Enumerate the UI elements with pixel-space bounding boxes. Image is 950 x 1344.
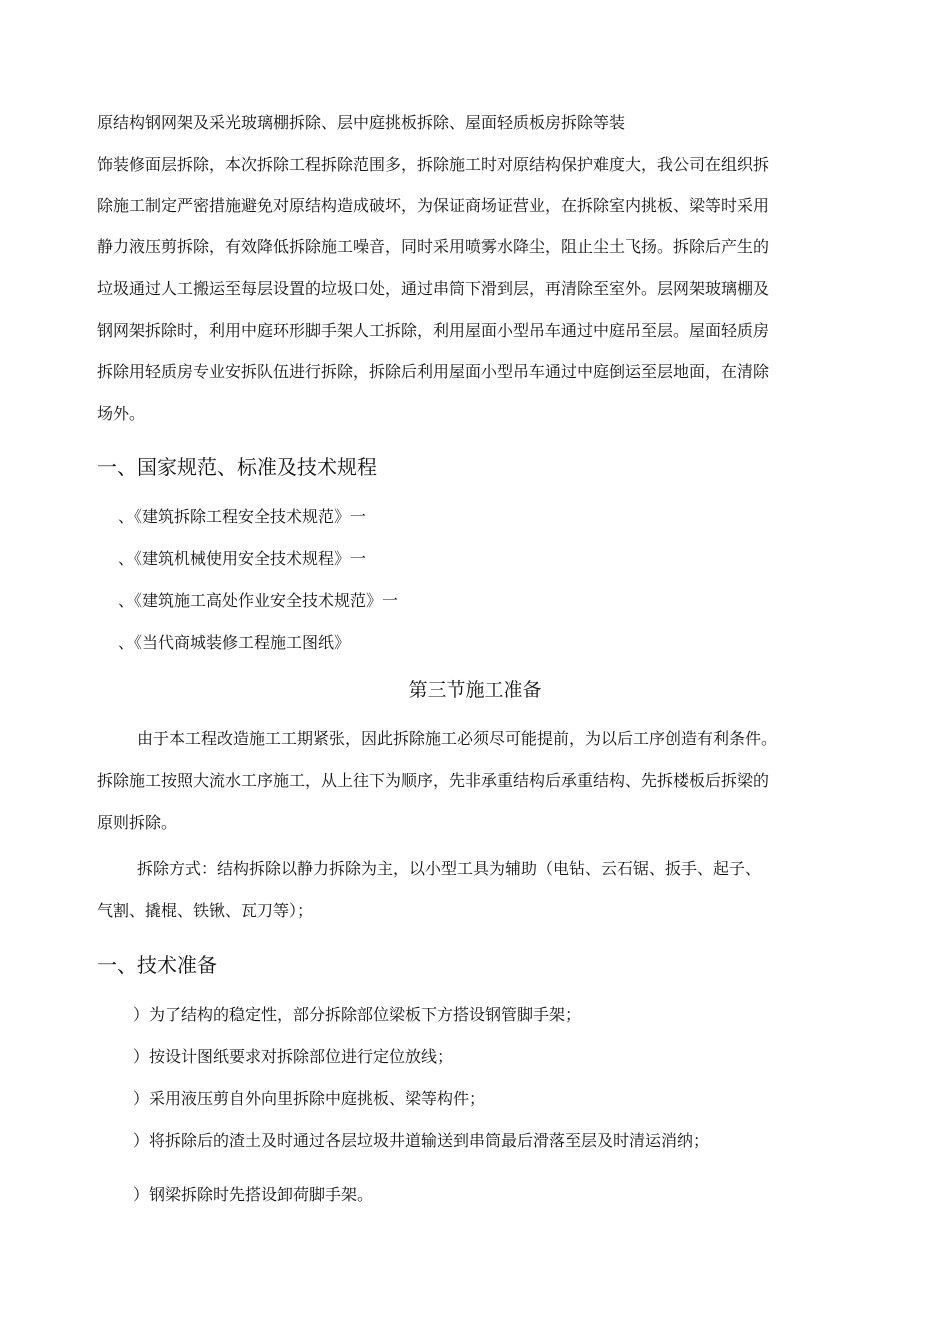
intro-line-8: 场外。 [97, 404, 146, 423]
prep-para2-line-1: 拆除方式：结构拆除以静力拆除为主，以小型工具为辅助（电钻、云石锯、扳手、起子、 [137, 859, 762, 878]
intro-line-4: 静力液压剪拆除，有效降低拆除施工噪音，同时采用喷雾水降尘，阻止尘土飞扬。拆除后产生的 [97, 237, 770, 256]
intro-line-7: 拆除用轻质房专业安拆队伍进行拆除，拆除后利用屋面小型吊车通过中庭倒运至层地面，在清除 [97, 362, 770, 381]
tech-prep-item-4: ）将拆除后的渣土及时通过各层垃圾井道输送到串筒最后滑落至层及时清运消纳； [133, 1131, 710, 1150]
intro-line-5: 垃圾通过人工搬运至每层设置的垃圾口处，通过串筒下滑到层，再清除至室外。层网架玻璃棚及 [97, 279, 770, 298]
tech-prep-item-2: ）按设计图纸要求对拆除部位进行定位放线； [133, 1047, 454, 1066]
standard-item-2: 、《建筑机械使用安全技术规程》一 [118, 549, 367, 568]
intro-line-2: 饰装修面层拆除，本次拆除工程拆除范围多，拆除施工时对原结构保护难度大，我公司在组织拆 [97, 155, 770, 174]
tech-prep-heading: 一、技术准备 [97, 953, 217, 977]
intro-line-3: 除施工制定严密措施避免对原结构造成破坏，为保证商场证营业，在拆除室内挑板、梁等时采用 [97, 196, 770, 215]
standard-item-1: 、《建筑拆除工程安全技术规范》一 [118, 507, 367, 526]
tech-prep-item-3: ）采用液压剪自外向里拆除中庭挑板、梁等构件； [133, 1089, 486, 1108]
prep-para1-line-2: 拆除施工按照大流水工序施工，从上往下为顺序，先非承重结构后承重结构、先拆楼板后拆梁的 [97, 771, 770, 790]
prep-para2-line-2: 气割、撬棍、铁锹、瓦刀等）； [97, 901, 314, 920]
section-three-title: 第三节施工准备 [408, 679, 542, 701]
standard-item-3: 、《建筑施工高处作业安全技术规范》一 [118, 591, 399, 610]
standard-item-4: 、《当代商城装修工程施工图纸》 [118, 633, 351, 652]
standards-heading: 一、国家规范、标准及技术规程 [97, 455, 377, 479]
intro-line-6: 钢网架拆除时，利用中庭环形脚手架人工拆除，利用屋面小型吊车通过中庭吊至层。屋面轻质房 [97, 321, 770, 340]
prep-para1-line-3: 原则拆除。 [97, 813, 178, 832]
intro-line-1: 原结构钢网架及采光玻璃棚拆除、层中庭挑板拆除、屋面轻质板房拆除等装 [97, 113, 626, 132]
prep-para1-line-1: 由于本工程改造施工工期紧张，因此拆除施工必须尽可能提前，为以后工序创造有利条件。 [137, 729, 778, 748]
tech-prep-item-5: ）钢梁拆除时先搭设卸荷脚手架。 [133, 1185, 374, 1204]
tech-prep-item-1: ）为了结构的稳定性，部分拆除部位梁板下方搭设钢管脚手架； [133, 1005, 582, 1024]
